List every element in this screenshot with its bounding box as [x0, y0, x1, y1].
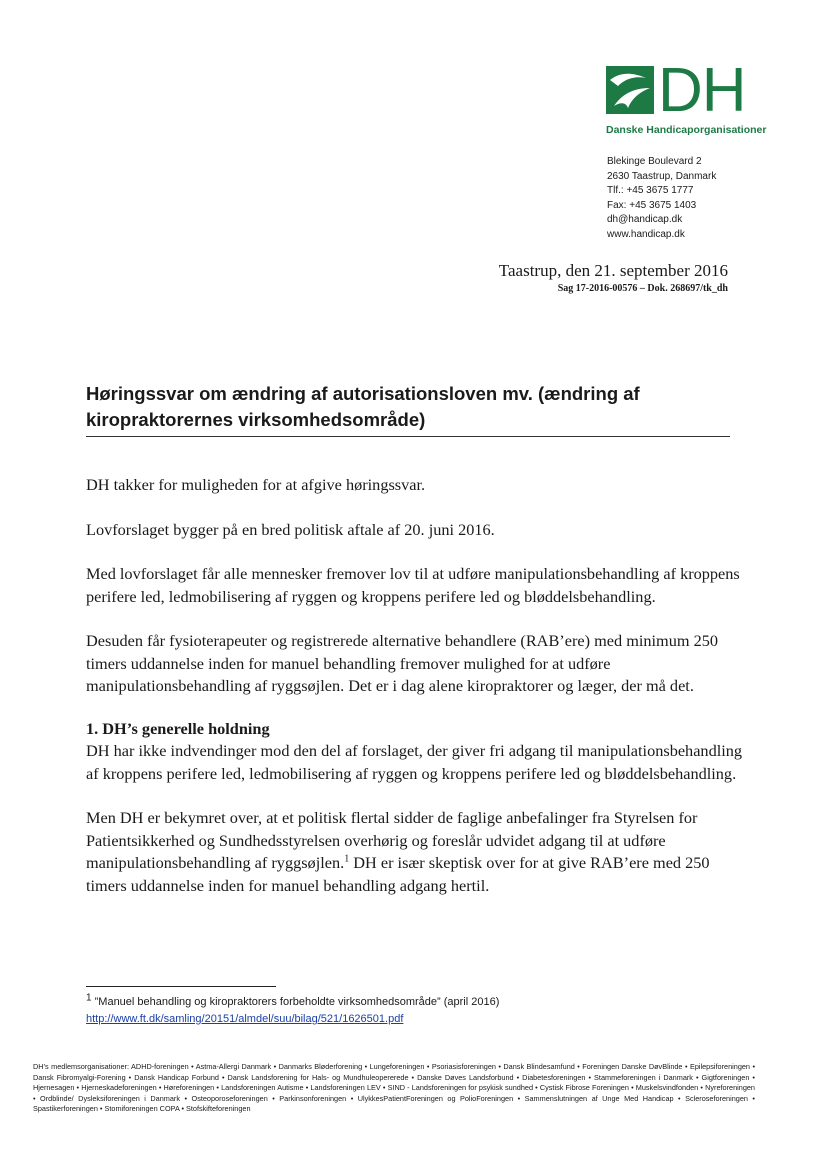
section-title: 1. DH’s generelle holdning — [86, 718, 270, 738]
footnote-link[interactable]: http://www.ft.dk/samling/20151/almdel/suu/bilag/521/1626501.pdf — [86, 1013, 404, 1025]
footnote-marker: 1 — [344, 853, 350, 865]
case-reference: Sag 17-2016-00576 – Dok. 268697/tk_dh — [557, 283, 728, 294]
address-street: Blekinge Boulevard 2 — [607, 156, 702, 167]
footnote — [86, 994, 499, 1028]
paragraph-6-part-2: DH er især skeptisk over for at give RAB’ere med 250 timers uddannelse inden for manuel behandling adgang hertil. — [86, 853, 710, 895]
paragraph-2: Lovforslaget bygger på en bred politisk aftale af 20. juni 2016. — [86, 519, 495, 539]
dh-logo — [606, 56, 767, 138]
sender-address — [607, 155, 716, 243]
paragraph-4: Desuden får fysioterapeuter og registrerede alternative behandlere (RAB’ere) med minimum 250 timers uddannelse inden for manuel behandling fremover mulighed for at udføre manipulationsbehandling af ryggsøjlen. Det er i dag alene kiropraktorer og læger, der må det. — [86, 631, 719, 695]
address-city: 2630 Taastrup, Danmark — [607, 170, 717, 182]
address-email: dh@handicap.dk — [607, 214, 683, 226]
paragraph-6-part-1: Men DH er bekymret over, at et politisk flertal sidder de faglige anbefalinger fra Styrelsen for Patientsikkerhed og Sundhedsstyrelsen overhørig og foreslår udvidet adgang til at udføre manipulationsbehandling af ryggsøjlen. — [86, 808, 698, 872]
footnote-number: 1 — [86, 992, 92, 1004]
footnote-divider — [86, 986, 276, 987]
footnote-text: ”Manuel behandling og kiropraktorers forbeholdte virksomhedsområde” (april 2016) — [91, 996, 500, 1008]
paragraph-3: Med lovforslaget får alle mennesker fremover lov til at udføre manipulationsbehandling af kroppens perifere led, ledmobilisering af ryggen og kroppens perifere led og bløddelsbehandling. — [86, 564, 740, 606]
date-block — [499, 260, 728, 296]
document-heading: Høringssvar om ændring af autorisationsloven mv. (ændring af kiropraktorernes virksomhedsområde) — [86, 383, 640, 430]
bird-logo-icon — [606, 66, 654, 114]
member-organisations-footer: DH’s medlemsorganisationer: ADHD-foreningen • Astma-Allergi Danmark • Danmarks Bløderforening • Lungeforeningen • Psoriasisforeningen • Dansk Blindesamfund • Foreningen Danske DøvBlinde • Epilepsiforeningen • Dansk Fibromyalgi-Forening • Dansk Handicap Forbund • Dansk Landsforening for Hals- og Mundhuleopererede • Danske Døves Landsforbund • Diabetesforeningen • Stammeforeningen i Danmark • Gigtforeningen • Hjernesagen • Hjerneskadeforeningen • Høreforeningen • Landsforeningen Autisme • Landsforeningen LEV • SIND - Landsforeningen for psykisk sundhed • Cystisk Fibrose Foreningen • Muskelsvindfonden • Nyreforeningen • Ordblinde/ Dysleksiforeningen i Danmark • Osteoporoseforeningen • Parkinsonforeningen • UlykkesPatientForeningen og PolioForeningen • Sammenslutningen af Unge Med Handicap • Scleroseforeningen • Spastikerforeningen • Stomiforeningen COPA • Stofskifteforeningen — [33, 1062, 755, 1114]
letter-date: Taastrup, den 21. september 2016 — [498, 261, 728, 280]
letter-body — [86, 474, 746, 919]
paragraph-5: DH har ikke indvendinger mod den del af forslaget, der giver fri adgang til manipulationsbehandling af kroppens perifere led, ledmobilisering af ryggen og kroppens perifere led og bløddelsbehandling. — [86, 741, 743, 783]
heading-divider — [86, 436, 730, 437]
paragraph-6 — [86, 807, 746, 897]
address-fax: Fax: +45 3675 1403 — [607, 199, 697, 211]
address-phone: Tlf.: +45 3675 1777 — [607, 185, 694, 197]
address-website: www.handicap.dk — [607, 228, 685, 240]
logo-subtitle: Danske Handicaporganisationer — [606, 124, 767, 136]
logo-letters: DH — [658, 56, 746, 125]
paragraph-1: DH takker for muligheden for at afgive høringssvar. — [86, 475, 426, 494]
footnote-text-line — [86, 994, 499, 1011]
